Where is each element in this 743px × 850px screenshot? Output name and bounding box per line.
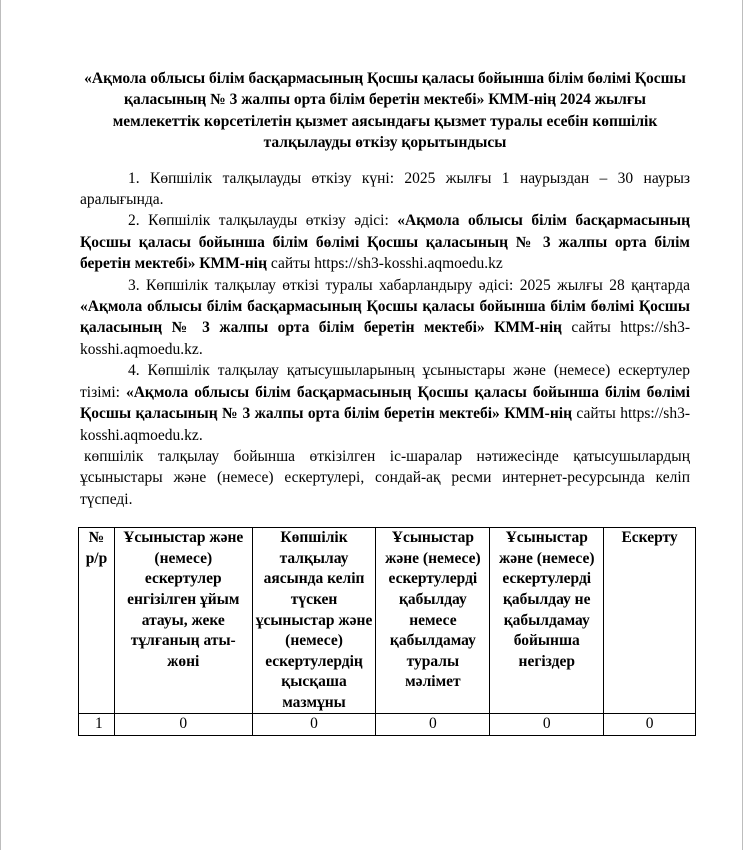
proposals-table bbox=[78, 527, 696, 736]
paragraph-2-suffix: сайты https://sh3-kosshi.aqmoedu.kz bbox=[267, 255, 503, 273]
header-grounds: Ұсыныстар және (немесе) ескертулерді қабылдау не қабылдамау бойынша негіздер bbox=[490, 528, 604, 714]
header-organization: Ұсыныстар және (немесе) ескертулер енгізілген ұйым атауы, жеке тұлғаның аты-жөні bbox=[114, 528, 252, 714]
table-cell: 0 bbox=[114, 714, 252, 736]
paragraph-2-prefix: 2. Көпшілік талқылауды өткізу әдісі: bbox=[128, 212, 398, 230]
table-cell: 0 bbox=[490, 714, 604, 736]
paragraph-5: көпшілік талқылау бойынша өткізілген іс-шаралар нәтижесінде қатысушылардың ұсыныстары және (немесе) ескертулері, сондай-ақ ресми интернет-ресурсында келіп түспеді. bbox=[80, 447, 690, 508]
table-header-row bbox=[79, 528, 696, 714]
paragraph-4 bbox=[80, 360, 690, 446]
table-row bbox=[79, 714, 696, 736]
paragraph-3-prefix: 3. Көпшілік талқылау өткізі туралы хабарландыру әдісі: 2025 жылғы 28 қаңтарда bbox=[128, 276, 690, 294]
header-acceptance-info: Ұсыныстар және (немесе) ескертулерді қабылдау немесе қабылдамау туралы мәлімет bbox=[376, 528, 490, 714]
paragraph-2-organization: «Ақмола облысы білім басқармасының Қосшы қаласы бойынша білім бөлімі Қосшы қаласының № 3 жалпы орта білім беретін мектебі» КММ-нің bbox=[80, 212, 691, 273]
paragraph-3-organization: «Ақмола облысы білім басқармасының Қосшы қаласы бойынша білім бөлімі Қосшы қаласының № 3 жалпы орта білім беретін мектебі» КММ-нің bbox=[80, 298, 690, 337]
header-note: Ескерту bbox=[604, 528, 696, 714]
document-title: «Ақмола облысы білім басқармасының Қосшы қаласы бойынша білім бөлімі Қосшы қаласының № 3 жалпы орта білім беретін мектебі» КММ-нің 2024 жылғы мемлекеттік көрсетілетін қызмет аясындағы қызмет туралы есебін көпшілік талқылауды өткізу қорытындысы bbox=[84, 70, 686, 152]
paragraph-4-prefix: 4. Көпшілік талқылау қатысушыларының ұсыныстары және (немесе) ескертулер тізімі: bbox=[80, 362, 690, 401]
table-cell: 0 bbox=[604, 714, 696, 736]
table-cell: 1 bbox=[79, 714, 115, 736]
paragraph-3 bbox=[80, 275, 690, 361]
page-left-edge bbox=[0, 0, 1, 850]
header-summary: Көпшілік талқылау аясында келіп түскен ұсыныстар және (немесе) ескертулердің қысқаша мазмұны bbox=[252, 528, 376, 714]
table-cell: 0 bbox=[252, 714, 376, 736]
table-cell: 0 bbox=[376, 714, 490, 736]
paragraph-4-suffix: сайты https://sh3-kosshi.aqmoedu.kz. bbox=[80, 405, 690, 444]
header-number: № р/р bbox=[79, 528, 115, 714]
paragraph-2 bbox=[80, 210, 690, 274]
paragraph-4-organization: «Ақмола облысы білім басқармасының Қосшы қаласы бойынша білім бөлімі Қосшы қаласының № 3 жалпы орта білім беретін мектебі» КММ-нің bbox=[80, 383, 691, 423]
paragraph-1: 1. Көпшілік талқылауды өткізу күні: 2025 жылғы 1 наурыздан – 30 наурыз аралығында. bbox=[80, 169, 690, 209]
paragraph-3-suffix: сайты https://sh3-kosshi.aqmoedu.kz. bbox=[80, 319, 690, 358]
document-body bbox=[80, 68, 690, 736]
